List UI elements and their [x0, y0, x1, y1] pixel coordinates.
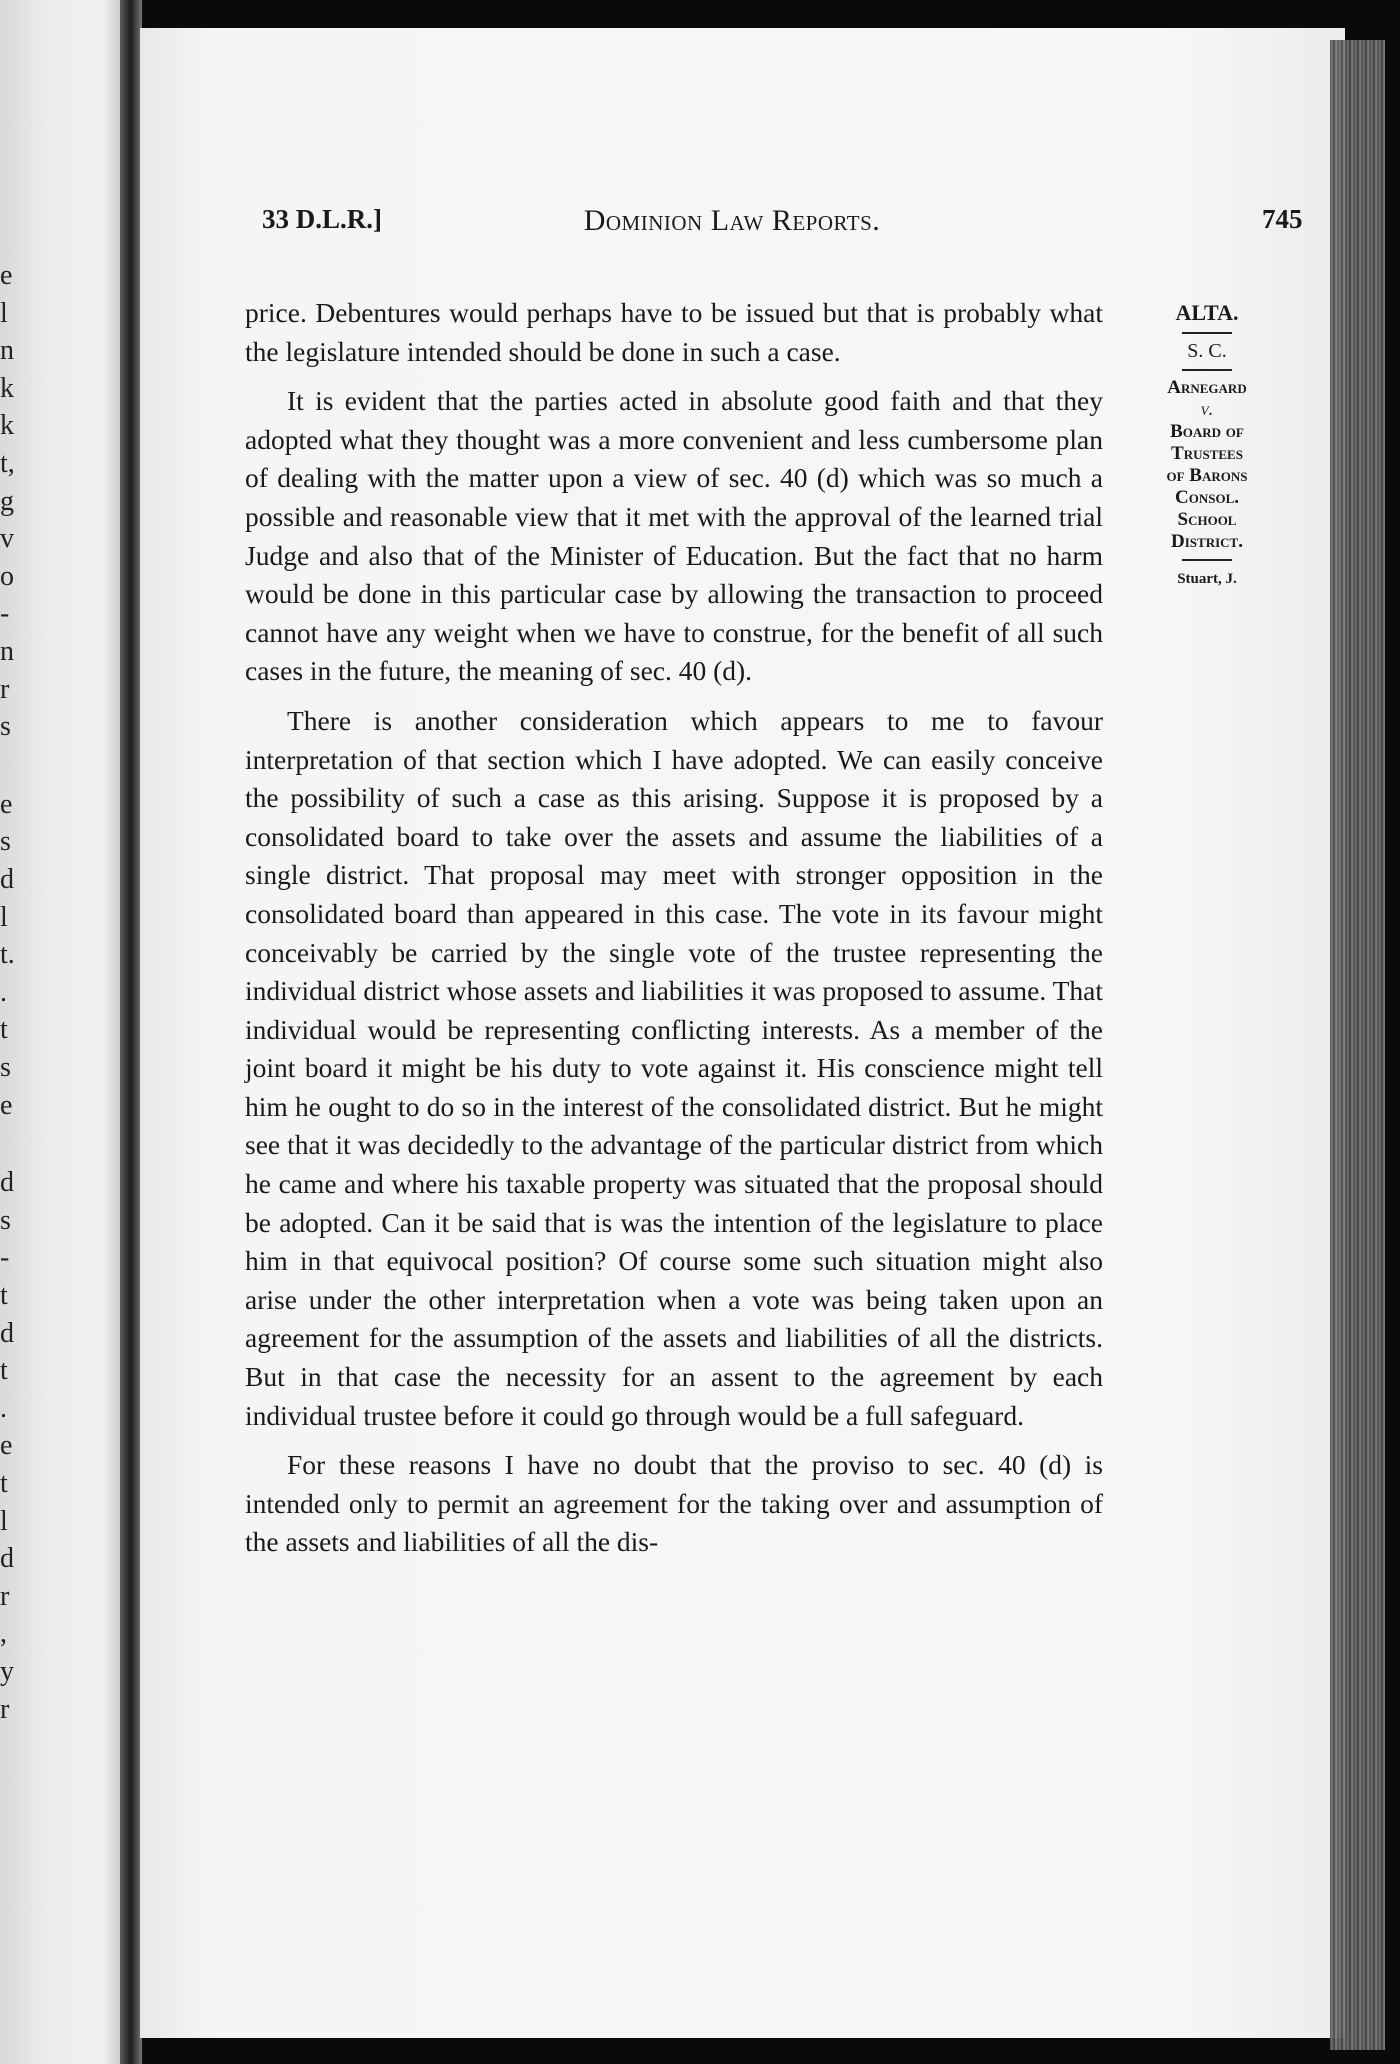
- left-page-fragment: .: [0, 1393, 7, 1424]
- divider: [1182, 332, 1232, 334]
- left-page-fragment: s: [0, 711, 11, 742]
- book-gutter: [120, 0, 142, 2064]
- running-head: [262, 204, 1400, 244]
- left-page-fragment: d: [0, 1318, 14, 1349]
- left-page-fragment: s: [0, 1052, 11, 1083]
- case-name-line: Trustees: [1171, 443, 1243, 464]
- left-page-fragment: r: [0, 1694, 10, 1725]
- left-page-fragment: s: [0, 1205, 11, 1236]
- left-page-fragment: k: [0, 410, 14, 441]
- case-name-line: School: [1177, 509, 1237, 530]
- left-page-fragment: e: [0, 260, 13, 291]
- left-page-fragment: k: [0, 373, 14, 404]
- left-page-fragment: d: [0, 1167, 14, 1198]
- case-name-line: Arnegard: [1167, 377, 1247, 398]
- page-block-edge: [1330, 40, 1385, 2050]
- case-name-line: Board of: [1170, 421, 1244, 442]
- left-page-fragment: -: [0, 1242, 10, 1273]
- left-page-fragment: l: [0, 298, 8, 329]
- left-page-fragment: .: [0, 977, 7, 1008]
- page-number: 745: [1262, 204, 1303, 234]
- paragraph: It is evident that the parties acted in absolute good faith and that they adopted what they thought was a more convenient and less cumbersome plan of dealing with the matter upon a view of sec. 40 (d) which was so much a possible and reasonable view that it met with the approval of the learned trial Judge and also that of the Minister of Education. But the fact that no harm would be done in this particular case by allowing the transaction to proceed cannot have any weight when we have to construe, for the benefit of all such cases in the future, the meaning of sec. 40 (d).: [245, 385, 1103, 687]
- left-page-fragment: -: [0, 598, 10, 629]
- left-page-fragment: e: [0, 789, 13, 820]
- left-page-fragment: ,: [0, 1618, 7, 1649]
- left-page-fragment: o: [0, 561, 14, 592]
- province-label: ALTA.: [1175, 300, 1239, 325]
- court-label: S. C.: [1187, 340, 1227, 362]
- left-page-fragment: l: [0, 1506, 8, 1537]
- divider: [1182, 369, 1232, 371]
- left-page-fragment: g: [0, 486, 14, 517]
- case-name-line: v.: [1200, 399, 1214, 420]
- left-page-fragment: t: [0, 1355, 8, 1386]
- case-sidenote: [1132, 300, 1282, 588]
- left-page-fragment: n: [0, 335, 14, 366]
- left-page-fragment: y: [0, 1656, 14, 1687]
- judge-name: Stuart, J.: [1177, 571, 1237, 587]
- book-page: [140, 28, 1345, 2038]
- left-page-fragment: r: [0, 674, 10, 705]
- left-page-fragment: t: [0, 1468, 8, 1499]
- left-page-fragment: l: [0, 902, 8, 933]
- left-page-fragment: t,: [0, 448, 15, 479]
- body-text: [245, 294, 1103, 1573]
- left-page-fragment: r: [0, 1581, 10, 1612]
- left-page-fragment: n: [0, 636, 14, 667]
- case-name-line: of Barons: [1166, 465, 1248, 486]
- paragraph-continuation: price. Debentures would perhaps have to be issued but that is probably what the legislature intended should be done in such a case.: [245, 297, 1103, 367]
- left-page-fragment: v: [0, 523, 14, 554]
- left-page-fragment: s: [0, 826, 11, 857]
- left-page-fragment: e: [0, 1430, 13, 1461]
- case-name-line: Consol.: [1175, 487, 1239, 508]
- left-page-fragment: d: [0, 1543, 14, 1574]
- report-title: Dominion Law Reports.: [583, 204, 881, 237]
- left-page-fragment: t.: [0, 939, 15, 970]
- paragraph: For these reasons I have no doubt that the proviso to sec. 40 (d) is intended only to permit an agreement for the taking over and assumption of the assets and liabilities of all the dis-: [245, 1449, 1103, 1558]
- left-page-fragment: d: [0, 864, 14, 895]
- left-page-fragment: t: [0, 1280, 8, 1311]
- left-page-fragment: t: [0, 1014, 8, 1045]
- case-name-line: District.: [1171, 531, 1243, 552]
- divider: [1182, 559, 1232, 561]
- adjacent-left-page: [0, 0, 128, 2064]
- volume-reference: 33 D.L.R.]: [262, 204, 382, 234]
- paragraph: There is another consideration which appears to me to favour interpretation of that section which I have adopted. We can easily conceive the possibility of such a case as this arising. Suppose it is proposed by a consolidated board to take over the assets and assume the liabilities of a single district. That proposal may meet with stronger opposition in the consolidated board than appeared in this case. The vote in its favour might conceivably be carried by the single vote of the trustee representing the individual district whose assets and liabilities it was proposed to assume. That individual would be representing conflicting interests. As a member of the joint board it might be his duty to vote against it. His conscience might tell him he ought to do so in the interest of the consolidated district. But he might see that it was decidedly to the advantage of the particular district from which he came and where his taxable property was situated that the proposal should be adopted. Can it be said that is was the intention of the legislature to place him in that equivocal position? Of course some such situation might also arise under the other interpretation when a vote was being taken upon an agreement for the assumption of the assets and liabilities of all the districts. But in that case the necessity for an assent to the agreement by each individual trustee before it could go through would be a full safeguard.: [245, 704, 1103, 1431]
- left-page-fragment: e: [0, 1090, 13, 1121]
- case-name: [1132, 377, 1282, 553]
